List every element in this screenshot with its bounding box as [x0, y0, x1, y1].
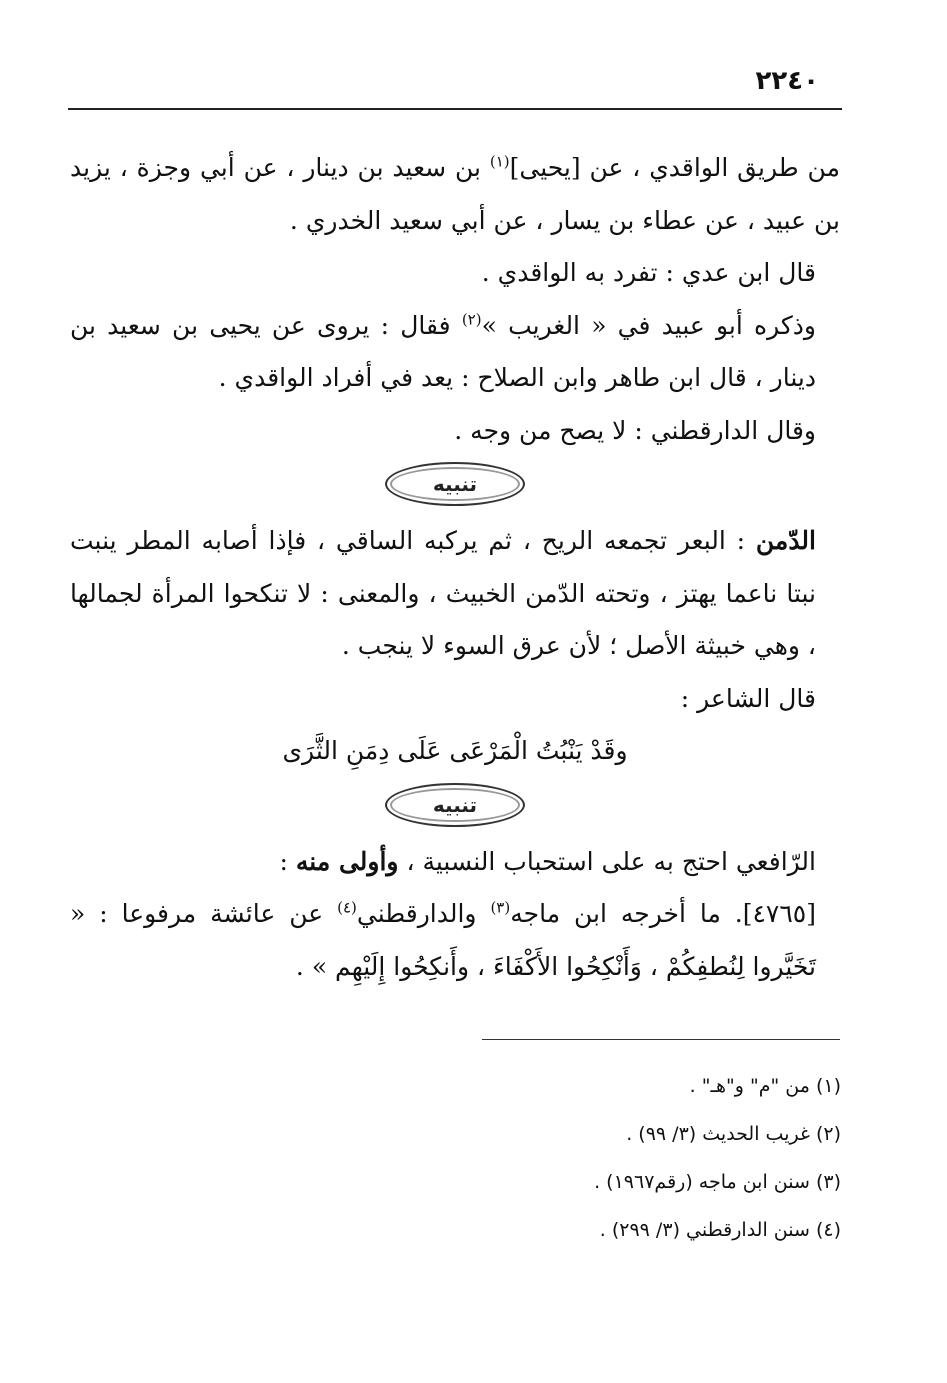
footnote-2: (٢) غريب الحديث (٣/ ٩٩) .: [626, 1123, 841, 1145]
footnote-ref-4[interactable]: (٤): [337, 898, 357, 917]
section-heading-2: [70, 778, 840, 836]
text-run: [٤٧٦٥]. ما أخرجه ابن ماجه: [510, 899, 816, 928]
heading-oval: تنبيه: [385, 783, 525, 827]
paragraph-ibn-adi: قال ابن عدي : تفرد به الواقدي .: [481, 258, 816, 287]
header-rule: [68, 108, 842, 110]
text-run: : البعر تجمعه الريح ، ثم يركبه الساقي ، فإذا أصابه المطر ينبت نبتا ناعما يهتز ، وتحته الدّمن الخبيث ، والمعنى : لا تنكحوا المرأة لجمالها ، وهي خبيثة الأصل ؛ لأن عرق السوء لا ينجب .: [70, 526, 816, 660]
paragraph-abu-ubaid: [70, 300, 840, 405]
paragraph-hadith-4765: [70, 888, 840, 993]
main-text: [70, 142, 840, 993]
text-run: بن سعيد بن دينار ، عن أبي وجزة ، يزيد بن عبيد ، عن عطاء بن يسار ، عن أبي سعيد الخدري .: [70, 153, 840, 235]
heading-oval: تنبيه: [385, 462, 525, 506]
text-run: :: [279, 846, 296, 876]
footnote-ref-2[interactable]: (٢): [461, 310, 482, 329]
paragraph-chain: [70, 142, 840, 247]
footnote-4: (٤) سنن الدارقطني (٣/ ٢٩٩) .: [599, 1219, 841, 1241]
paragraph-rafii: [70, 836, 840, 889]
page-number: ٢٢٤٠: [755, 66, 819, 96]
footnote-3: (٣) سنن ابن ماجه (رقم١٩٦٧) .: [594, 1171, 841, 1193]
bold-term: وأولى منه: [295, 846, 399, 876]
section-heading-1: [70, 457, 840, 515]
footnote-ref-3[interactable]: (٣): [490, 898, 511, 917]
footnote-ref-1[interactable]: (١): [489, 152, 510, 171]
text-run: عن عائشة مرفوعا : « تَخَيَّروا لِنُطفِكُمْ ، وَأَنْكِحُوا الأَكْفَاءَ ، وأَنكِحُوا إِلَيْهِم » .: [70, 899, 816, 981]
text-run: والدارقطني: [356, 899, 491, 928]
footnotes: [81, 1062, 841, 1254]
text-run: فقال : يروى عن يحيى بن سعيد بن دينار ، قال ابن طاهر وابن الصلاح : يعد في أفراد الواقدي .: [70, 310, 816, 392]
verse-line: وقَدْ يَنْبُتُ الْمَرْعَى عَلَى دِمَنِ الثَّرَى: [282, 736, 628, 765]
footnote-rule: [482, 1039, 840, 1040]
paragraph-poet: قال الشاعر :: [680, 683, 816, 713]
text-run: من طريق الواقدي ، عن [يحيى]: [509, 153, 840, 182]
text-run: وذكره أبو عبيد في « الغريب »: [481, 310, 816, 340]
paragraph-dimn: [70, 515, 840, 673]
paragraph-daraqutni: وقال الدارقطني : لا يصح من وجه .: [454, 415, 816, 445]
text-run: الرّافعي احتج به على استحباب النسبية ،: [398, 846, 816, 876]
footnote-1: (١) من "م" و"هـ" .: [689, 1075, 841, 1097]
bold-term: الدّمن: [755, 526, 816, 555]
